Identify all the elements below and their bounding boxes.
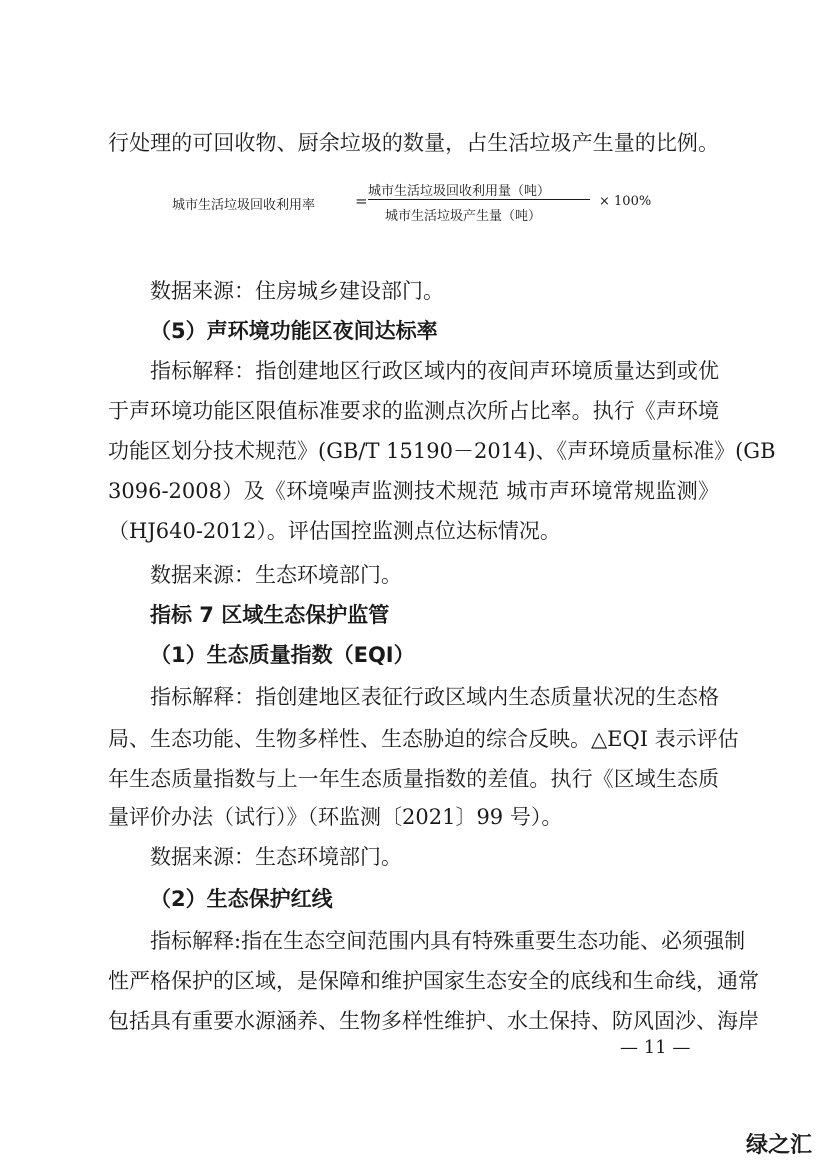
formula-equals: = bbox=[355, 192, 368, 210]
body-text-line: 量评价办法（试行）》（环监测〔2021〕99 号）。 bbox=[108, 805, 563, 829]
formula-numerator: 城市生活垃圾回收利用量（吨） bbox=[368, 184, 551, 199]
formula-denominator: 城市生活垃圾产生量（吨） bbox=[385, 209, 542, 224]
body-text-line: 于声环境功能区限值标准要求的监测点次所占比率。执行《声环境 bbox=[108, 399, 719, 423]
body-text-line: 3096-2008）及《环境噪声监测技术规范 城市声环境常规监测》 bbox=[108, 479, 719, 503]
section-heading: （5）声环境功能区夜间达标率 bbox=[150, 319, 438, 343]
body-text-line: 行处理的可回收物、厨余垃圾的数量，占生活垃圾产生量的比例。 bbox=[108, 131, 719, 155]
data-source: 数据来源：生态环境部门。 bbox=[150, 563, 402, 587]
page-number: — 11 — bbox=[620, 1037, 691, 1058]
body-text-line: 包括具有重要水源涵养、生物多样性维护、水土保持、防风固沙、海岸 bbox=[108, 1009, 759, 1033]
body-text-line: （HJ640-2012）。评估国控监测点位达标情况。 bbox=[108, 519, 561, 543]
body-text-line: 年生态质量指数与上一年生态质量指数的差值。执行《区域生态质 bbox=[108, 767, 719, 791]
body-text-line: 局、生态功能、生物多样性、生态胁迫的综合反映。△EQI 表示评估 bbox=[108, 727, 739, 751]
recycling-rate-formula bbox=[0, 180, 826, 230]
body-text-line: 功能区划分技术规范》(GB/T 15190－2014)、《声环境质量标准》(GB bbox=[108, 439, 776, 463]
fraction-bar bbox=[368, 199, 590, 200]
body-text-line: 指标解释：指创建地区表征行政区域内生态质量状况的生态格 bbox=[150, 685, 719, 709]
body-text-line: 指标解释:指在生态空间范围内具有特殊重要生态功能、必须强制 bbox=[150, 929, 746, 953]
body-text-line: 指标解释：指创建地区行政区域内的夜间声环境质量达到或优 bbox=[150, 359, 719, 383]
body-text-line: 性严格保护的区域，是保障和维护国家生态安全的底线和生命线，通常 bbox=[108, 969, 759, 993]
formula-multiplier: × 100% bbox=[599, 194, 652, 209]
section-heading: （2）生态保护红线 bbox=[150, 887, 333, 911]
formula-label: 城市生活垃圾回收利用率 bbox=[172, 198, 316, 213]
data-source: 数据来源：生态环境部门。 bbox=[150, 845, 402, 869]
watermark-logo: 绿之汇 bbox=[745, 1133, 812, 1158]
indicator-heading: 指标 7 区域生态保护监管 bbox=[150, 603, 390, 627]
section-heading: （1）生态质量指数（EQI） bbox=[150, 643, 415, 667]
data-source: 数据来源：住房城乡建设部门。 bbox=[150, 279, 444, 303]
